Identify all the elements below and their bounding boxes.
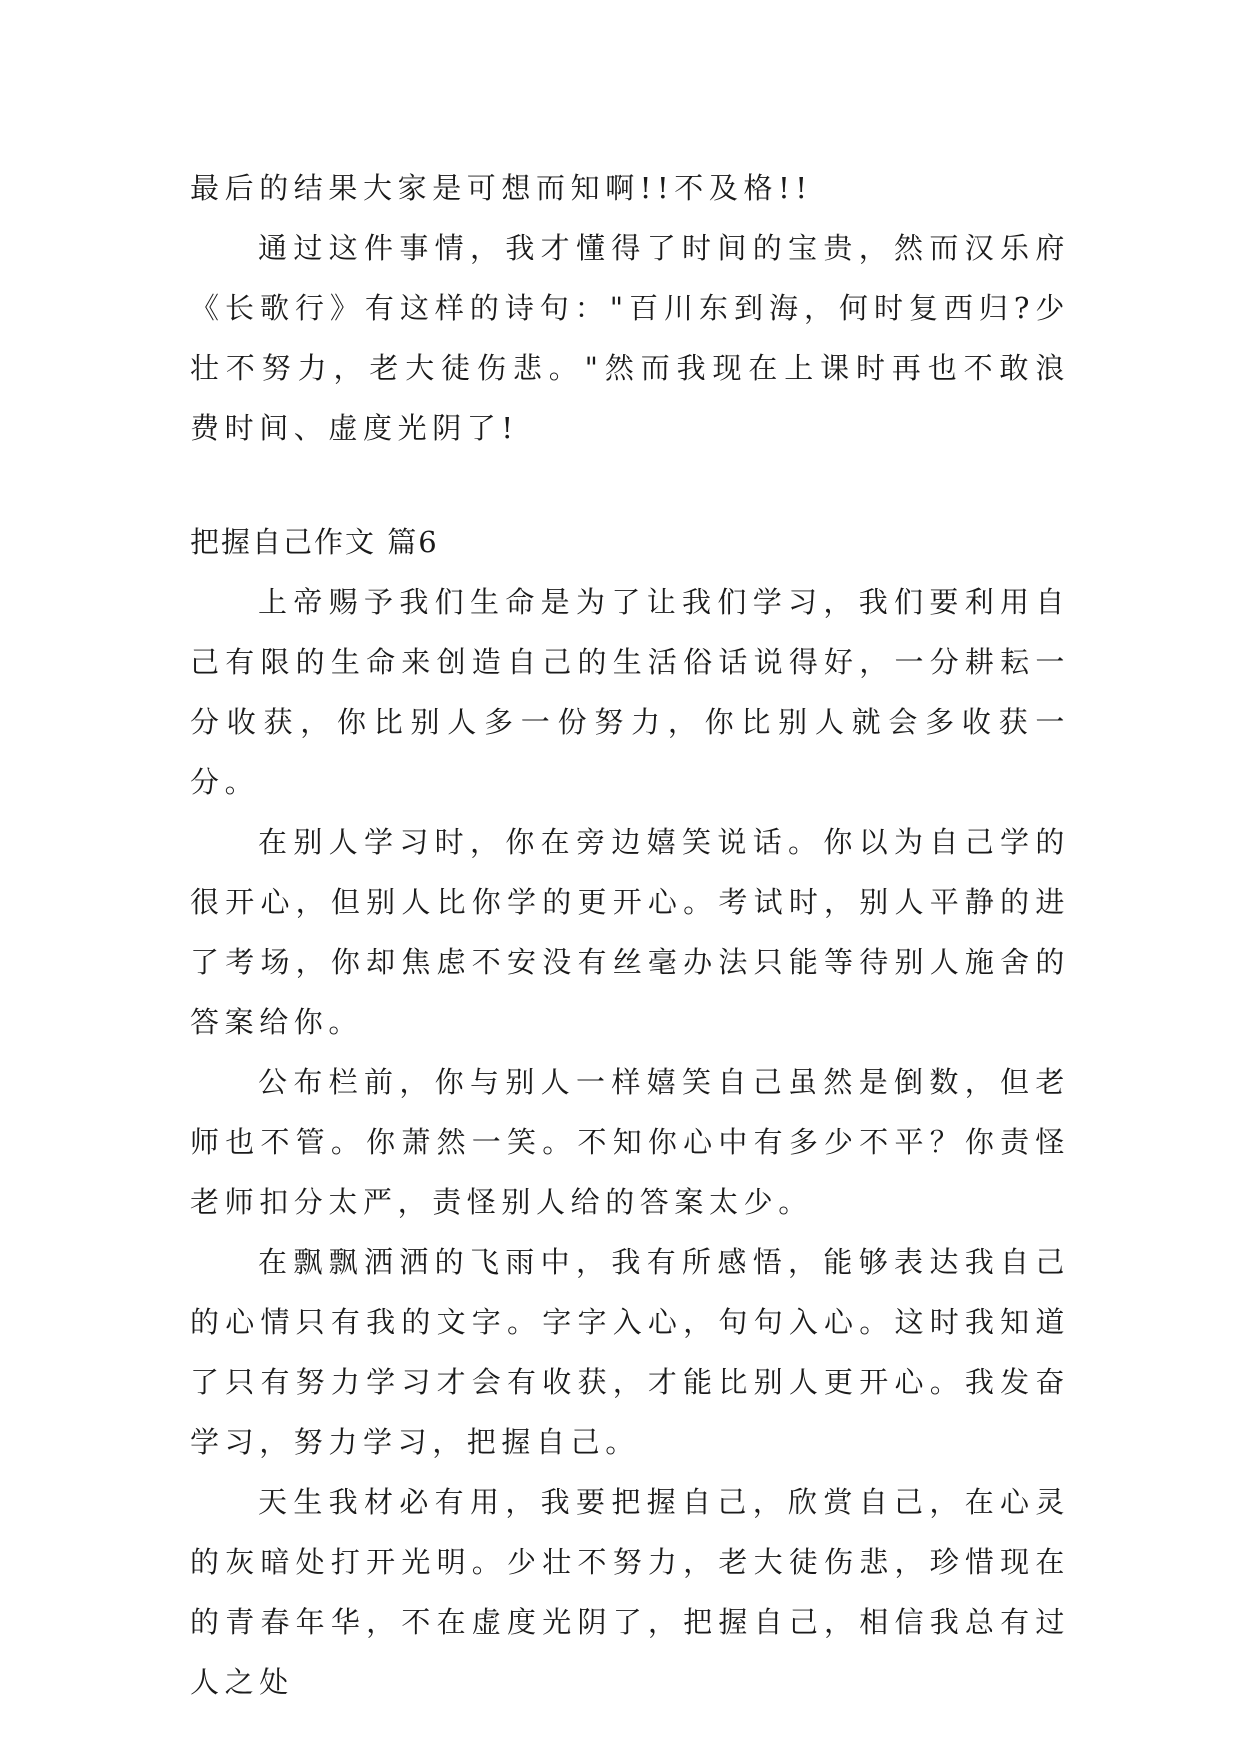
document-body bbox=[190, 158, 1070, 1712]
lead-paragraph: 最后的结果大家是可想而知啊!!不及格!! bbox=[190, 171, 813, 205]
paragraph: 天生我材必有用，我要把握自己，欣赏自己，在心灵的灰暗处打开光明。少壮不努力，老大徒伤悲，珍惜现在的青春年华，不在虚度光阴了，把握自己，相信我总有过人之处 bbox=[190, 1485, 1070, 1699]
paragraph: 通过这件事情，我才懂得了时间的宝贵，然而汉乐府《长歌行》有这样的诗句："百川东到海，何时复西归?少壮不努力，老大徒伤悲。"然而我现在上课时再也不敢浪费时间、虚度光阴了! bbox=[190, 231, 1070, 445]
paragraph: 在飘飘洒洒的飞雨中，我有所感悟，能够表达我自己的心情只有我的文字。字字入心，句句入心。这时我知道了只有努力学习才会有收获，才能比别人更开心。我发奋学习，努力学习，把握自己。 bbox=[190, 1245, 1070, 1459]
section-title: 把握自己作文 篇6 bbox=[190, 525, 439, 559]
paragraph: 上帝赐予我们生命是为了让我们学习，我们要利用自己有限的生命来创造自己的生活俗话说得好，一分耕耘一分收获，你比别人多一份努力，你比别人就会多收获一分。 bbox=[190, 585, 1070, 799]
paragraph: 在别人学习时，你在旁边嬉笑说话。你以为自己学的很开心，但别人比你学的更开心。考试时，别人平静的进了考场，你却焦虑不安没有丝毫办法只能等待别人施舍的答案给你。 bbox=[190, 825, 1070, 1039]
paragraph: 公布栏前，你与别人一样嬉笑自己虽然是倒数，但老师也不管。你萧然一笑。不知你心中有多少不平？你责怪老师扣分太严，责怪别人给的答案太少。 bbox=[190, 1065, 1070, 1219]
